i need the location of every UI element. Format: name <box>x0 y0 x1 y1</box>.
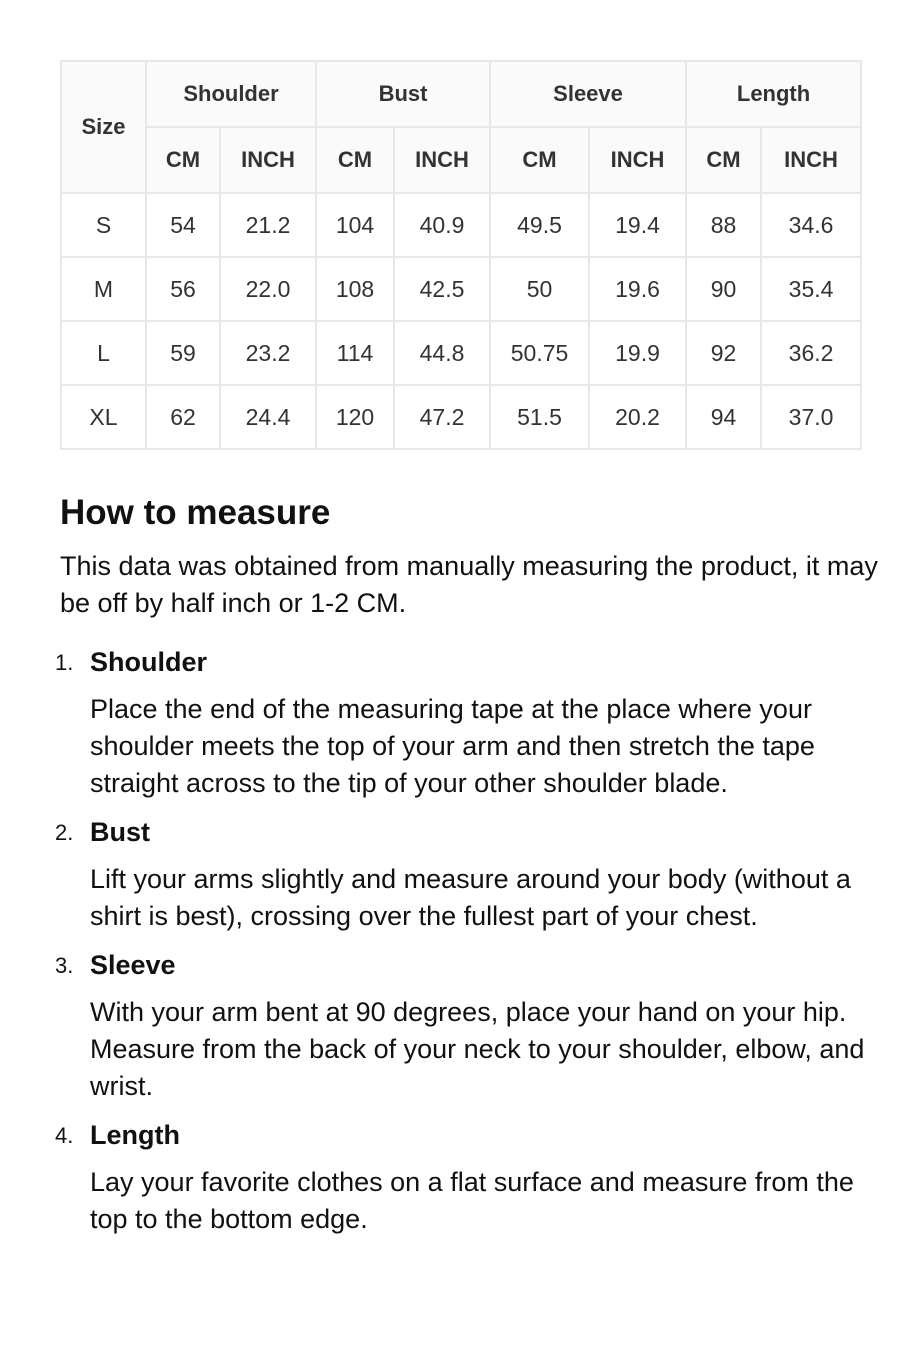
table-row <box>61 321 861 385</box>
table-cell: 19.6 <box>589 257 686 321</box>
table-cell: 40.9 <box>394 193 490 257</box>
table-cell: 21.2 <box>220 193 316 257</box>
table-row <box>61 385 861 449</box>
unit-header: CM <box>316 127 394 193</box>
table-cell: 20.2 <box>589 385 686 449</box>
bust-header: Bust <box>316 61 490 127</box>
step-title: Bust <box>90 817 150 847</box>
size-cell: M <box>61 257 146 321</box>
table-cell: 54 <box>146 193 220 257</box>
how-to-measure-section <box>55 490 880 1250</box>
table-cell: 50 <box>490 257 589 321</box>
table-cell: 49.5 <box>490 193 589 257</box>
list-item <box>55 814 880 935</box>
unit-header: INCH <box>589 127 686 193</box>
table-cell: 44.8 <box>394 321 490 385</box>
table-cell: 104 <box>316 193 394 257</box>
table-cell: 59 <box>146 321 220 385</box>
unit-header: CM <box>146 127 220 193</box>
sleeve-header: Sleeve <box>490 61 686 127</box>
section-title: How to measure <box>60 493 331 532</box>
length-header: Length <box>686 61 861 127</box>
table-cell: 23.2 <box>220 321 316 385</box>
step-title: Shoulder <box>90 647 208 677</box>
step-description: Place the end of the measuring tape at the place where your shoulder meets the top of your arm and then stretch the tape straight across to the tip of your other shoulder blade. <box>90 694 815 798</box>
table-cell: 88 <box>686 193 761 257</box>
size-cell: XL <box>61 385 146 449</box>
table-cell: 50.75 <box>490 321 589 385</box>
size-cell: S <box>61 193 146 257</box>
unit-header: INCH <box>220 127 316 193</box>
step-title: Sleeve <box>90 950 176 980</box>
table-cell: 120 <box>316 385 394 449</box>
shoulder-header: Shoulder <box>146 61 316 127</box>
unit-header: INCH <box>394 127 490 193</box>
table-cell: 37.0 <box>761 385 861 449</box>
list-item <box>55 644 880 802</box>
table-cell: 92 <box>686 321 761 385</box>
table-cell: 62 <box>146 385 220 449</box>
table-cell: 24.4 <box>220 385 316 449</box>
table-cell: 22.0 <box>220 257 316 321</box>
size-cell: L <box>61 321 146 385</box>
step-description: Lay your favorite clothes on a flat surface and measure from the top to the bottom edge. <box>90 1167 854 1234</box>
step-title: Length <box>90 1120 180 1150</box>
list-item <box>55 1117 880 1238</box>
step-description: With your arm bent at 90 degrees, place your hand on your hip. Measure from the back of your neck to your shoulder, elbow, and wrist. <box>90 997 865 1101</box>
table-row <box>61 193 861 257</box>
step-number: 4. <box>55 1123 74 1148</box>
table-cell: 42.5 <box>394 257 490 321</box>
table-cell: 56 <box>146 257 220 321</box>
unit-header: CM <box>490 127 589 193</box>
size-header: Size <box>61 61 146 193</box>
table-cell: 114 <box>316 321 394 385</box>
intro-text: This data was obtained from manually measuring the product, it may be off by half inch or 1-2 CM. <box>60 551 878 618</box>
step-number: 2. <box>55 820 74 845</box>
unit-header: CM <box>686 127 761 193</box>
table-cell: 35.4 <box>761 257 861 321</box>
table-cell: 34.6 <box>761 193 861 257</box>
table-cell: 90 <box>686 257 761 321</box>
table-row <box>61 257 861 321</box>
table-cell: 94 <box>686 385 761 449</box>
list-item <box>55 947 880 1105</box>
step-number: 3. <box>55 953 74 978</box>
table-cell: 47.2 <box>394 385 490 449</box>
step-number: 1. <box>55 650 74 675</box>
step-description: Lift your arms slightly and measure around your body (without a shirt is best), crossing over the fullest part of your chest. <box>90 864 851 931</box>
size-chart-table <box>60 60 862 450</box>
table-cell: 36.2 <box>761 321 861 385</box>
table-cell: 108 <box>316 257 394 321</box>
unit-header: INCH <box>761 127 861 193</box>
table-cell: 51.5 <box>490 385 589 449</box>
table-cell: 19.9 <box>589 321 686 385</box>
measure-steps-list <box>55 644 880 1238</box>
table-cell: 19.4 <box>589 193 686 257</box>
